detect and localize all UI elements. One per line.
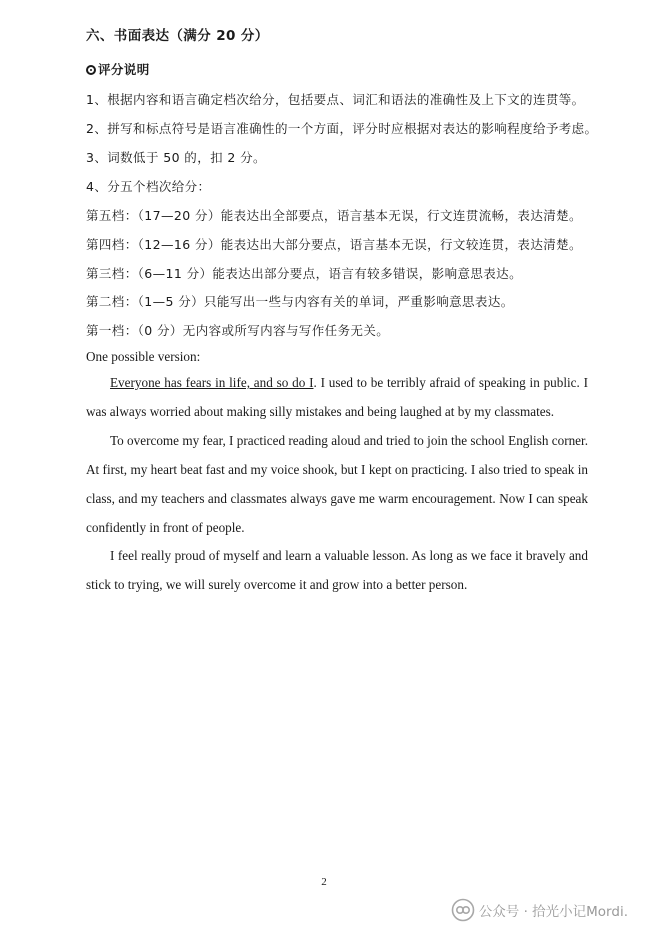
scoring-title [86,60,150,78]
rule-4: 4、分五个档次给分： [86,179,211,194]
essay-paragraph-2: To overcome my fear, I practiced reading aloud and tried to join the school English corner. At first, my heart beat fast and my voice shook, but I kept on practicing. I also tried to speak in class, and my teachers and classmates always gave me warm encouragement. Now I can speak confidently in front of people. [86,433,588,535]
rule-3: 3、词数低于 50 的，扣 2 分。 [86,150,266,165]
rule-1: 1、根据内容和语言确定档次给分，包括要点、词汇和语法的准确性及上下文的连贯等。 [86,92,585,107]
level-3: 第三档：（6—11 分）能表达出部分要点，语言有较多错误，影响意思表达。 [86,266,522,281]
essay-paragraph-3: I feel really proud of myself and learn a valuable lesson. As long as we face it bravely and stick to trying, we will surely overcome it and grow into a better person. [86,548,588,592]
page-number: 2 [321,876,327,888]
target-bullet-icon [86,65,96,75]
essay-underlined-sentence: Everyone has fears in life, and so do I [110,375,314,390]
watermark [451,898,628,922]
essay-paragraph-1 [86,368,588,426]
watermark-text: 公众号 · 拾光小记Mordi. [478,904,628,920]
level-1: 第一档：（0 分）无内容或所写内容与写作任务无关。 [86,323,390,338]
level-5: 第五档：（17—20 分）能表达出全部要点，语言基本无误，行文连贯流畅，表达清楚。 [86,208,582,223]
wechat-official-account-icon [451,898,475,922]
level-2: 第二档：（1—5 分）只能写出一些与内容有关的单词，严重影响意思表达。 [86,294,514,309]
level-4: 第四档：（12—16 分）能表达出大部分要点，语言基本无误，行文较连贯，表达清楚。 [86,237,582,252]
sample-label: One possible version: [86,349,201,364]
section-title: 六、书面表达（满分 20 分） [86,28,269,44]
essay-paragraph-1-rest: . I used to be terribly afraid of speaking in public. I was always worried about making silly mistakes and being laughed at by my classmates. [86,375,589,419]
rule-2: 2、拼写和标点符号是语言准确性的一个方面，评分时应根据对表达的影响程度给予考虑。 [86,121,598,136]
scoring-title-text: 评分说明 [98,62,150,77]
